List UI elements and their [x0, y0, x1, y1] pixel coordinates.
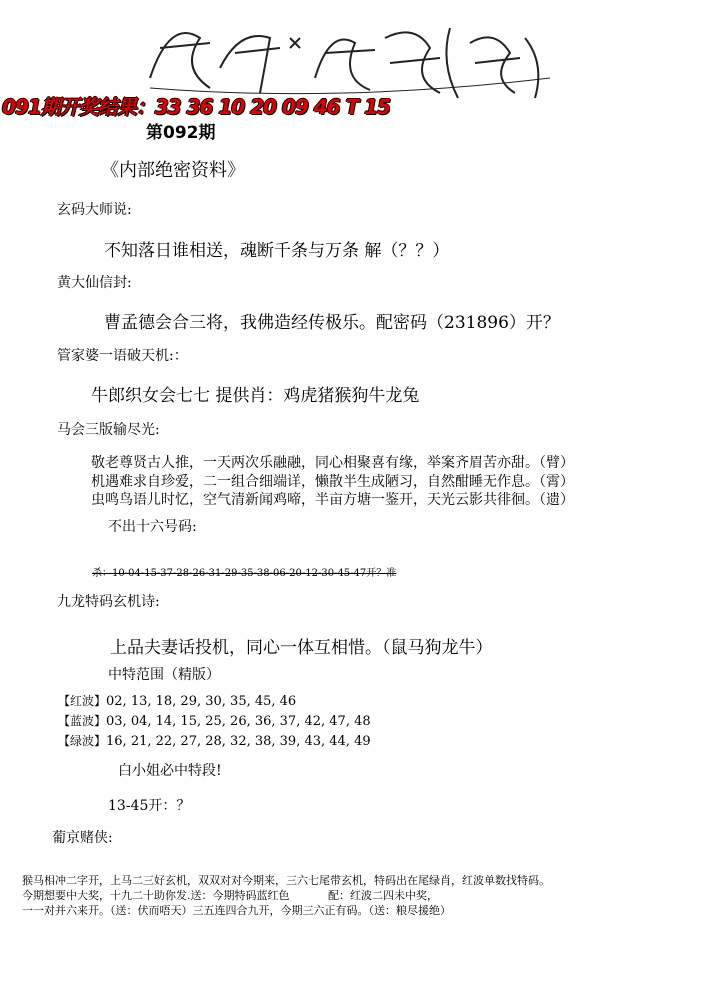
green-wave-row: [58, 732, 371, 749]
kill-numbers-line: 杀：10-04-15-37-28-26-31-29-35-38-06-20-12-30-45-47开？准: [92, 568, 397, 579]
blue-wave-row: [58, 712, 371, 729]
xuanma-text: 不知落日谁相送，魂断千条与万条 解（？？）: [104, 241, 450, 261]
green-wave-label: 【绿波】: [58, 734, 107, 748]
red-wave-numbers: 02, 13, 18, 29, 30, 35, 45, 46: [106, 694, 297, 709]
calligraphy-title-graphic: [140, 8, 560, 103]
red-wave-label: 【红波】: [58, 694, 107, 708]
pujing-line-2: 今期想要中大奖，十九二十助你发.送：今期特码蓝红色 配：红波二四未中奖，: [22, 889, 438, 902]
mahui-line-3: 虫鸣鸟语儿时忆，空气清新闻鸡啼，半亩方塘一鉴开，天光云影共徘徊。（遗）: [91, 492, 574, 508]
blue-wave-label: 【蓝波】: [58, 714, 107, 728]
range-open-line: 13-45开：？: [108, 798, 191, 814]
pujing-line-1: 猴马相冲二字开，上马二三好玄机，双双对对今期来，三六七尾带玄机，特码出在尾绿肖，红波单数找特码。: [22, 874, 550, 887]
red-wave-row: [58, 692, 296, 709]
xuanma-heading: 玄码大师说:: [57, 202, 132, 218]
no16-label: 不出十六号码:: [108, 519, 197, 535]
pujing-heading: 葡京赌侠:: [52, 830, 113, 846]
huangdaxian-text: 曹孟德会合三将，我佛造经传极乐。配密码（231896）开？: [104, 313, 560, 333]
last-result-banner: 091期开奖结果：33 36 10 20 09 46 T 15: [2, 95, 390, 119]
jiulong-heading: 九龙特码玄机诗:: [57, 594, 160, 610]
blue-wave-numbers: 03, 04, 14, 15, 25, 26, 36, 37, 42, 47, 48: [106, 714, 371, 729]
mahui-heading: 马会三版输尽光:: [57, 422, 160, 438]
pujing-line-3: 一一对并六来开。（送：伏而唔天）三五连四合九开，今期三六正有码。（送：粮尽援绝）: [22, 904, 451, 917]
range-label: 中特范围（精版）: [108, 667, 220, 683]
mahui-line-1: 敬老尊贤古人推，一天两次乐融融，同心相聚喜有缘，举案齐眉苦亦甜。（臂）: [91, 455, 574, 471]
jiulong-poem: 上品夫妻话投机，同心一体互相惜。（鼠马狗龙牛）: [110, 638, 493, 658]
issue-number: 第092期: [146, 123, 216, 143]
guanjiapo-text: 牛郎织女会七七 提供肖：鸡虎猪猴狗牛龙兔: [91, 386, 420, 406]
huangdaxian-heading: 黄大仙信封:: [57, 275, 132, 291]
green-wave-numbers: 16, 21, 22, 27, 28, 32, 38, 39, 43, 44, 49: [106, 734, 371, 749]
mahui-line-2: 机遇难求自珍爱，二一组合细端详，懒散半生成陋习，自然酣睡无作息。（霄）: [91, 474, 574, 490]
guanjiapo-heading: 管家婆一语破天机:：: [57, 348, 188, 364]
baixiaojie-line: 白小姐必中特段!: [118, 763, 222, 779]
doc-title: 《内部绝密资料》: [101, 160, 245, 181]
